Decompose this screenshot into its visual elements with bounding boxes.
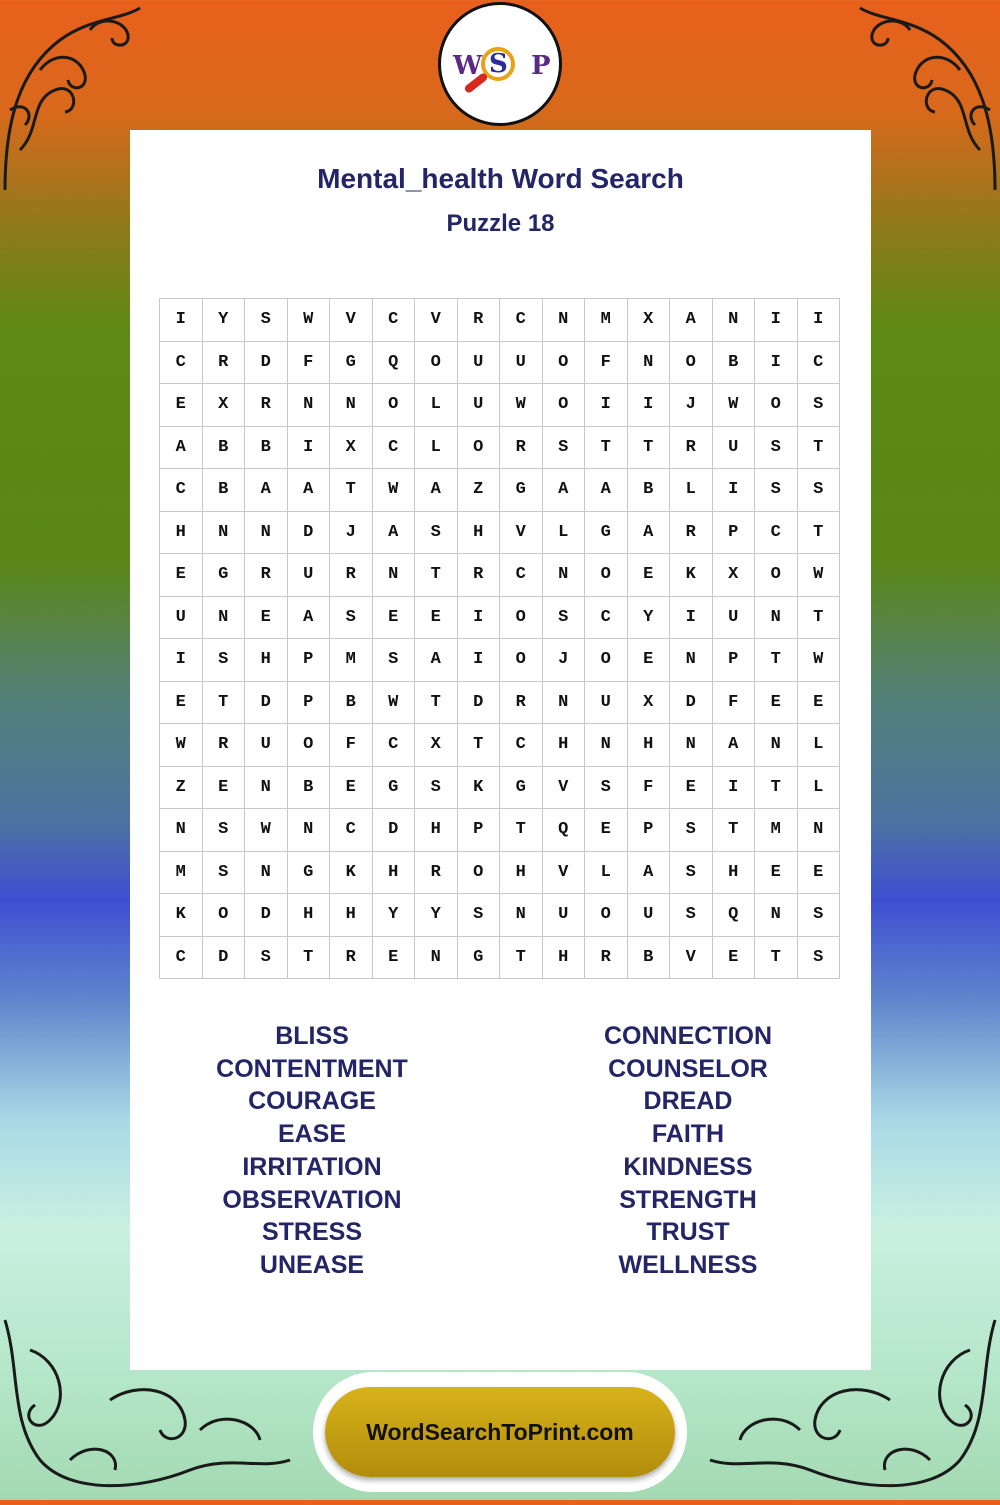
word-list-left	[162, 1020, 462, 1282]
grid-cell[interactable]: G	[458, 937, 501, 980]
grid-cell[interactable]: M	[330, 639, 373, 682]
grid-cell[interactable]: A	[415, 639, 458, 682]
grid-cell[interactable]: B	[288, 767, 331, 810]
grid-cell[interactable]: R	[500, 427, 543, 470]
grid-cell[interactable]: G	[288, 852, 331, 895]
grid-cell[interactable]: L	[543, 512, 586, 555]
grid-cell[interactable]: N	[288, 809, 331, 852]
word-item: CONNECTION	[603, 1022, 773, 1050]
grid-cell[interactable]: S	[585, 767, 628, 810]
grid-cell[interactable]: S	[415, 767, 458, 810]
grid-cell[interactable]: A	[415, 469, 458, 512]
grid-cell[interactable]: I	[160, 299, 203, 342]
grid-cell[interactable]: T	[713, 809, 756, 852]
grid-cell[interactable]: S	[203, 852, 246, 895]
word-item: DREAD	[643, 1087, 733, 1116]
word-item: FAITH	[651, 1120, 725, 1149]
grid-cell[interactable]: H	[628, 724, 671, 767]
grid-cell[interactable]: R	[458, 554, 501, 597]
grid-cell[interactable]: V	[543, 852, 586, 895]
grid-cell[interactable]: S	[415, 512, 458, 555]
grid-cell[interactable]: D	[245, 682, 288, 725]
grid-cell[interactable]: H	[415, 809, 458, 852]
grid-cell[interactable]: J	[670, 384, 713, 427]
grid-cell[interactable]: E	[628, 639, 671, 682]
grid-cell[interactable]: T	[458, 724, 501, 767]
grid-cell[interactable]: R	[585, 937, 628, 980]
grid-cell[interactable]: X	[713, 554, 756, 597]
grid-cell[interactable]: S	[798, 894, 841, 937]
grid-cell[interactable]: K	[458, 767, 501, 810]
grid-cell[interactable]: L	[670, 469, 713, 512]
grid-cell[interactable]: S	[755, 469, 798, 512]
grid-cell[interactable]: X	[415, 724, 458, 767]
grid-cell[interactable]: N	[288, 384, 331, 427]
grid-cell[interactable]: C	[160, 342, 203, 385]
word-item: OBSERVATION	[222, 1185, 402, 1214]
grid-cell[interactable]: N	[543, 554, 586, 597]
grid-cell[interactable]: U	[245, 724, 288, 767]
letter-grid	[159, 298, 840, 979]
grid-cell[interactable]: A	[585, 469, 628, 512]
word-item: CONTENTMENT	[216, 1054, 408, 1083]
grid-cell[interactable]: O	[458, 427, 501, 470]
grid-cell[interactable]: S	[458, 894, 501, 937]
grid-cell[interactable]: B	[203, 469, 246, 512]
grid-cell[interactable]: H	[458, 512, 501, 555]
grid-cell[interactable]: C	[500, 554, 543, 597]
word-item: WELLNESS	[618, 1250, 758, 1279]
grid-cell[interactable]: T	[415, 554, 458, 597]
grid-cell[interactable]: O	[203, 894, 246, 937]
grid-cell[interactable]: O	[543, 384, 586, 427]
grid-cell[interactable]: P	[628, 809, 671, 852]
word-item: EASE	[277, 1120, 347, 1149]
grid-cell[interactable]: U	[628, 894, 671, 937]
grid-cell[interactable]: N	[373, 554, 416, 597]
grid-cell[interactable]: H	[160, 512, 203, 555]
grid-cell[interactable]: N	[670, 639, 713, 682]
grid-cell[interactable]: S	[203, 809, 246, 852]
grid-cell[interactable]: E	[203, 767, 246, 810]
grid-cell[interactable]: R	[330, 937, 373, 980]
grid-cell[interactable]: S	[203, 639, 246, 682]
grid-cell[interactable]: L	[415, 384, 458, 427]
grid-cell[interactable]: X	[628, 682, 671, 725]
grid-cell[interactable]: E	[160, 682, 203, 725]
grid-cell[interactable]: Z	[458, 469, 501, 512]
grid-cell[interactable]: O	[755, 554, 798, 597]
grid-cell[interactable]: S	[373, 639, 416, 682]
grid-cell[interactable]: G	[585, 512, 628, 555]
grid-cell[interactable]: O	[458, 852, 501, 895]
grid-cell[interactable]: Y	[628, 597, 671, 640]
grid-cell[interactable]: N	[670, 724, 713, 767]
grid-cell[interactable]: S	[245, 937, 288, 980]
grid-cell[interactable]: K	[330, 852, 373, 895]
word-item: COURAGE	[248, 1087, 376, 1116]
grid-cell[interactable]: S	[798, 469, 841, 512]
grid-cell[interactable]: T	[798, 512, 841, 555]
grid-cell[interactable]: E	[160, 554, 203, 597]
grid-cell[interactable]: E	[755, 852, 798, 895]
corner-ornament-top-right	[850, 0, 1000, 200]
grid-cell[interactable]: O	[415, 342, 458, 385]
grid-cell[interactable]: M	[160, 852, 203, 895]
grid-cell[interactable]: P	[458, 809, 501, 852]
grid-cell[interactable]: X	[203, 384, 246, 427]
grid-cell[interactable]: M	[755, 809, 798, 852]
grid-cell[interactable]: N	[245, 512, 288, 555]
grid-cell[interactable]: G	[500, 767, 543, 810]
grid-cell[interactable]: X	[628, 299, 671, 342]
grid-cell[interactable]: I	[288, 427, 331, 470]
grid-cell[interactable]: S	[798, 384, 841, 427]
grid-cell[interactable]: W	[288, 299, 331, 342]
grid-cell[interactable]: C	[798, 342, 841, 385]
grid-cell[interactable]: S	[670, 894, 713, 937]
grid-cell[interactable]: B	[245, 427, 288, 470]
grid-cell[interactable]: C	[500, 724, 543, 767]
grid-cell[interactable]: N	[543, 682, 586, 725]
grid-cell[interactable]: H	[373, 852, 416, 895]
grid-cell[interactable]: A	[288, 469, 331, 512]
grid-cell[interactable]: N	[713, 299, 756, 342]
grid-cell[interactable]: I	[755, 342, 798, 385]
grid-cell[interactable]: H	[713, 852, 756, 895]
grid-cell[interactable]: R	[330, 554, 373, 597]
grid-cell[interactable]: E	[160, 384, 203, 427]
puzzle-subtitle: Puzzle 18	[446, 210, 555, 237]
grid-cell[interactable]: H	[543, 724, 586, 767]
grid-cell[interactable]: T	[798, 427, 841, 470]
grid-cell[interactable]: J	[543, 639, 586, 682]
word-item: STRENGTH	[619, 1185, 757, 1214]
grid-cell[interactable]: N	[245, 767, 288, 810]
grid-cell[interactable]: T	[500, 809, 543, 852]
grid-cell[interactable]: R	[245, 384, 288, 427]
grid-cell[interactable]: N	[755, 724, 798, 767]
word-item: COUNSELOR	[608, 1054, 768, 1083]
grid-cell[interactable]: Y	[373, 894, 416, 937]
grid-cell[interactable]: G	[373, 767, 416, 810]
grid-cell[interactable]: V	[500, 512, 543, 555]
grid-cell[interactable]: U	[458, 342, 501, 385]
grid-cell[interactable]: U	[160, 597, 203, 640]
grid-cell[interactable]: O	[585, 894, 628, 937]
grid-cell[interactable]: N	[203, 512, 246, 555]
grid-cell[interactable]: D	[245, 342, 288, 385]
grid-cell[interactable]: E	[670, 767, 713, 810]
grid-cell[interactable]: K	[670, 554, 713, 597]
wsp-logo[interactable]	[438, 2, 562, 126]
grid-cell[interactable]: O	[585, 639, 628, 682]
grid-cell[interactable]: Y	[203, 299, 246, 342]
grid-cell[interactable]: B	[713, 342, 756, 385]
puzzle-title: Mental_health Word Search	[317, 163, 684, 194]
grid-cell[interactable]: R	[670, 427, 713, 470]
grid-cell[interactable]: A	[713, 724, 756, 767]
grid-cell[interactable]: R	[245, 554, 288, 597]
grid-cell[interactable]: I	[628, 384, 671, 427]
grid-cell[interactable]: D	[670, 682, 713, 725]
grid-cell[interactable]: U	[288, 554, 331, 597]
grid-cell[interactable]: C	[160, 937, 203, 980]
grid-cell[interactable]: E	[585, 809, 628, 852]
grid-cell[interactable]: C	[373, 724, 416, 767]
grid-cell[interactable]: N	[755, 894, 798, 937]
logo-letter-w: W	[453, 51, 483, 81]
grid-cell[interactable]: A	[628, 512, 671, 555]
logo-letter-s: S	[489, 49, 508, 79]
grid-cell[interactable]: A	[373, 512, 416, 555]
grid-cell[interactable]: C	[500, 299, 543, 342]
grid-cell[interactable]: E	[415, 597, 458, 640]
word-item: BLISS	[275, 1022, 349, 1050]
grid-cell[interactable]: N	[500, 894, 543, 937]
grid-cell[interactable]: C	[585, 597, 628, 640]
grid-cell[interactable]: Y	[415, 894, 458, 937]
grid-cell[interactable]: U	[543, 894, 586, 937]
grid-cell[interactable]: O	[500, 597, 543, 640]
grid-cell[interactable]: L	[798, 724, 841, 767]
grid-cell[interactable]: E	[373, 937, 416, 980]
site-link-button[interactable]: WordSearchToPrint.com	[325, 1387, 675, 1477]
grid-cell[interactable]: W	[500, 384, 543, 427]
grid-cell[interactable]: H	[330, 894, 373, 937]
grid-cell[interactable]: N	[543, 299, 586, 342]
grid-cell[interactable]: P	[288, 682, 331, 725]
grid-cell[interactable]: I	[160, 639, 203, 682]
grid-cell[interactable]: O	[500, 639, 543, 682]
grid-cell[interactable]: M	[585, 299, 628, 342]
word-list-right	[538, 1020, 838, 1282]
grid-cell[interactable]: F	[628, 767, 671, 810]
grid-cell[interactable]: S	[670, 852, 713, 895]
grid-cell[interactable]: T	[585, 427, 628, 470]
grid-cell[interactable]: T	[628, 427, 671, 470]
grid-cell[interactable]: S	[543, 427, 586, 470]
grid-cell[interactable]: A	[670, 299, 713, 342]
grid-cell[interactable]: K	[160, 894, 203, 937]
grid-cell[interactable]: L	[415, 427, 458, 470]
grid-cell[interactable]: A	[160, 427, 203, 470]
grid-cell[interactable]: E	[245, 597, 288, 640]
grid-cell[interactable]: F	[330, 724, 373, 767]
grid-cell[interactable]: V	[670, 937, 713, 980]
grid-cell[interactable]: V	[543, 767, 586, 810]
grid-cell[interactable]: I	[713, 767, 756, 810]
grid-cell[interactable]: S	[245, 299, 288, 342]
grid-cell[interactable]: U	[458, 384, 501, 427]
grid-cell[interactable]: A	[288, 597, 331, 640]
grid-cell[interactable]: E	[628, 554, 671, 597]
grid-cell[interactable]: Z	[160, 767, 203, 810]
grid-cell[interactable]: B	[628, 469, 671, 512]
grid-cell[interactable]: R	[415, 852, 458, 895]
grid-cell[interactable]: B	[203, 427, 246, 470]
grid-cell[interactable]: N	[415, 937, 458, 980]
grid-cell[interactable]: A	[628, 852, 671, 895]
grid-cell[interactable]: W	[373, 469, 416, 512]
word-item: IRRITATION	[242, 1152, 382, 1181]
grid-cell[interactable]: S	[670, 809, 713, 852]
puzzle-card	[130, 130, 871, 1370]
grid-cell[interactable]: N	[203, 597, 246, 640]
grid-cell[interactable]: Q	[713, 894, 756, 937]
grid-cell[interactable]: T	[500, 937, 543, 980]
grid-cell[interactable]: F	[585, 342, 628, 385]
grid-cell[interactable]: U	[713, 597, 756, 640]
grid-cell[interactable]: S	[755, 427, 798, 470]
grid-cell[interactable]: I	[798, 299, 841, 342]
grid-cell[interactable]: W	[713, 384, 756, 427]
grid-cell[interactable]: T	[288, 937, 331, 980]
grid-cell[interactable]: R	[203, 724, 246, 767]
grid-cell[interactable]: T	[755, 639, 798, 682]
grid-cell[interactable]: O	[288, 724, 331, 767]
grid-cell[interactable]: I	[755, 299, 798, 342]
grid-cell[interactable]: D	[245, 894, 288, 937]
grid-cell[interactable]: S	[798, 937, 841, 980]
word-item: UNEASE	[259, 1250, 365, 1279]
grid-cell[interactable]: W	[373, 682, 416, 725]
grid-cell[interactable]: I	[585, 384, 628, 427]
grid-cell[interactable]: D	[203, 937, 246, 980]
grid-cell[interactable]: Q	[543, 809, 586, 852]
grid-cell[interactable]: G	[203, 554, 246, 597]
word-item: TRUST	[646, 1218, 730, 1247]
grid-cell[interactable]: R	[203, 342, 246, 385]
grid-cell[interactable]: N	[628, 342, 671, 385]
grid-cell[interactable]: D	[458, 682, 501, 725]
grid-cell[interactable]: F	[713, 682, 756, 725]
grid-cell[interactable]: D	[288, 512, 331, 555]
grid-cell[interactable]: I	[713, 469, 756, 512]
grid-cell[interactable]: I	[670, 597, 713, 640]
grid-cell[interactable]: O	[543, 342, 586, 385]
grid-cell[interactable]: F	[288, 342, 331, 385]
grid-cell[interactable]: C	[373, 427, 416, 470]
grid-cell[interactable]: T	[798, 597, 841, 640]
grid-cell[interactable]: H	[500, 852, 543, 895]
grid-cell[interactable]: W	[798, 554, 841, 597]
grid-cell[interactable]: X	[330, 427, 373, 470]
grid-cell[interactable]: V	[415, 299, 458, 342]
grid-cell[interactable]: I	[458, 639, 501, 682]
grid-cell[interactable]: A	[245, 469, 288, 512]
grid-cell[interactable]: E	[798, 682, 841, 725]
grid-cell[interactable]: W	[160, 724, 203, 767]
corner-ornament-top-left	[0, 0, 150, 200]
grid-cell[interactable]: R	[670, 512, 713, 555]
grid-cell[interactable]: E	[713, 937, 756, 980]
grid-cell[interactable]: W	[245, 809, 288, 852]
grid-cell[interactable]: R	[458, 299, 501, 342]
grid-cell[interactable]: U	[585, 682, 628, 725]
grid-cell[interactable]: O	[670, 342, 713, 385]
footer-frame	[313, 1372, 687, 1492]
grid-cell[interactable]: L	[585, 852, 628, 895]
word-item: STRESS	[261, 1218, 363, 1247]
grid-cell[interactable]: P	[713, 512, 756, 555]
grid-cell[interactable]: C	[160, 469, 203, 512]
grid-cell[interactable]: N	[330, 384, 373, 427]
grid-cell[interactable]: C	[373, 299, 416, 342]
grid-cell[interactable]: V	[330, 299, 373, 342]
grid-cell[interactable]: N	[585, 724, 628, 767]
grid-cell[interactable]: T	[755, 767, 798, 810]
grid-cell[interactable]: N	[160, 809, 203, 852]
grid-cell[interactable]: N	[755, 597, 798, 640]
grid-cell[interactable]: C	[330, 809, 373, 852]
grid-cell[interactable]: O	[755, 384, 798, 427]
grid-cell[interactable]: G	[500, 469, 543, 512]
grid-cell[interactable]: T	[755, 937, 798, 980]
grid-cell[interactable]: A	[543, 469, 586, 512]
grid-cell[interactable]: G	[330, 342, 373, 385]
grid-cell[interactable]: I	[458, 597, 501, 640]
grid-cell[interactable]: E	[755, 682, 798, 725]
grid-cell[interactable]: Q	[373, 342, 416, 385]
grid-cell[interactable]: E	[373, 597, 416, 640]
grid-cell[interactable]: S	[330, 597, 373, 640]
grid-cell[interactable]: D	[373, 809, 416, 852]
logo-letter-p: P	[531, 51, 551, 81]
grid-cell[interactable]: W	[798, 639, 841, 682]
grid-cell[interactable]: T	[415, 682, 458, 725]
grid-cell[interactable]: E	[798, 852, 841, 895]
grid-cell[interactable]: P	[713, 639, 756, 682]
grid-cell[interactable]: C	[755, 512, 798, 555]
grid-cell[interactable]: E	[330, 767, 373, 810]
grid-cell[interactable]: R	[500, 682, 543, 725]
grid-cell[interactable]: L	[798, 767, 841, 810]
grid-cell[interactable]: O	[373, 384, 416, 427]
grid-cell[interactable]: U	[713, 427, 756, 470]
grid-cell[interactable]: S	[543, 597, 586, 640]
grid-cell[interactable]: H	[288, 894, 331, 937]
grid-cell[interactable]: O	[585, 554, 628, 597]
grid-cell[interactable]: B	[628, 937, 671, 980]
grid-cell[interactable]: B	[330, 682, 373, 725]
grid-cell[interactable]: N	[245, 852, 288, 895]
grid-cell[interactable]: P	[288, 639, 331, 682]
grid-cell[interactable]: J	[330, 512, 373, 555]
word-item: KINDNESS	[623, 1152, 753, 1181]
grid-cell[interactable]: N	[798, 809, 841, 852]
grid-cell[interactable]: H	[543, 937, 586, 980]
grid-cell[interactable]: T	[203, 682, 246, 725]
grid-cell[interactable]: T	[330, 469, 373, 512]
grid-cell[interactable]: H	[245, 639, 288, 682]
grid-cell[interactable]: U	[500, 342, 543, 385]
